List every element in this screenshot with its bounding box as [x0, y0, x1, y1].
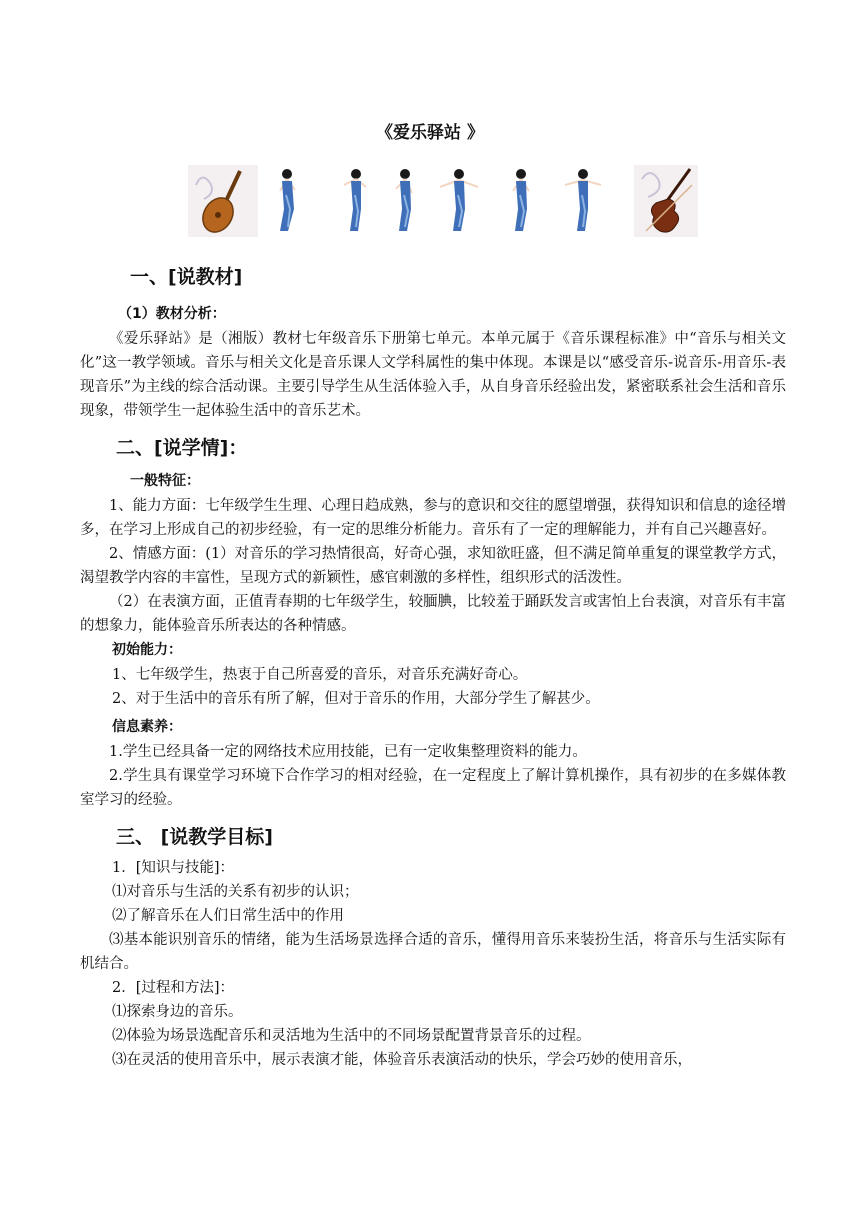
paragraph: 1、能力方面：七年级学生生理、心理日趋成熟，参与的意识和交往的愿望增强，获得知识和信息的途径增多，在学习上形成自己的初步经验，有一定的思维分析能力。音乐有了一定的理解能力，并有自己兴趣喜好。	[80, 498, 786, 538]
document-body	[80, 262, 786, 1072]
paragraph: （2）在表演方面，正值青春期的七年级学生，较腼腆，比较羞于踊跃发言或害怕上台表演，对音乐有丰富的想象力，能体验音乐所表达的各种情感。	[80, 594, 786, 634]
pipa-icon	[188, 165, 258, 237]
subheading: （1）教材分析：	[118, 306, 226, 322]
text-line: ⑵了解音乐在人们日常生活中的作用	[112, 908, 344, 924]
violin-icon	[634, 165, 698, 237]
text-line: 1、七年级学生，热衷于自己所喜爱的音乐，对音乐充满好奇心。	[112, 667, 528, 683]
section-heading: 一、[说教材]	[130, 266, 243, 288]
text-line: 1．[知识与技能]：	[112, 860, 235, 876]
illustration-banner	[188, 165, 698, 237]
document-title: 《爱乐驿站 》	[376, 123, 484, 143]
section-heading: 二、[说学情]：	[116, 437, 248, 459]
dancer-icon	[336, 165, 374, 237]
paragraph: 1.学生已经具备一定的网络技术应用技能，已有一定收集整理资料的能力。	[109, 744, 587, 760]
subheading: 一般特征：	[130, 473, 200, 489]
subheading: 信息素养：	[112, 719, 182, 735]
text-line: ⑵体验为场景选配音乐和灵活地为生活中的不同场景配置背景音乐的过程。	[112, 1028, 591, 1044]
section-heading: 三、 [说教学目标]	[116, 826, 273, 848]
text-line: ⑴对音乐与生活的关系有初步的认识；	[112, 884, 359, 900]
dancer-icon	[386, 165, 424, 237]
paragraph: ⑶基本能识别音乐的情绪，能为生活场景选择合适的音乐，懂得用音乐来装扮生活，将音乐与生活实际有机结合。	[80, 932, 786, 972]
dancer-icon	[560, 165, 606, 237]
text-line: 2．[过程和方法]：	[112, 980, 235, 996]
dancer-icon	[436, 165, 482, 237]
subheading: 初始能力：	[112, 642, 182, 658]
paragraph: 2、情感方面：(1）对音乐的学习热情很高，好奇心强，求知欲旺盛，但不满足简单重复的课堂教学方式，渴望教学内容的丰富性，呈现方式的新颖性，感官刺激的多样性，组织形式的活泼性。	[80, 546, 786, 586]
text-line: 2、对于生活中的音乐有所了解，但对于音乐的作用，大部分学生了解甚少。	[112, 691, 600, 707]
dancer-icon	[268, 165, 306, 237]
text-line: ⑴探索身边的音乐。	[112, 1004, 243, 1020]
paragraph: 2.学生具有课堂学习环境下合作学习的相对经验，在一定程度上了解计算机操作，具有初步的在多媒体教室学习的经验。	[80, 768, 786, 808]
paragraph: 《爱乐驿站》是（湘版）教材七年级音乐下册第七单元。本单元属于《音乐课程标准》中“音乐与相关文化”这一教学领域。音乐与相关文化是音乐课人文学科属性的集中体现。本课是以“感受音乐-说音乐-用音乐-表现音乐”为主线的综合活动课。主要引导学生从生活体验入手，从自身音乐经验出发，紧密联系社会生活和音乐现象，带领学生一起体验生活中的音乐艺术。	[80, 331, 786, 419]
text-line: ⑶在灵活的使用音乐中，展示表演才能，体验音乐表演活动的快乐，学会巧妙的使用音乐，	[112, 1052, 692, 1068]
dancer-icon	[502, 165, 540, 237]
